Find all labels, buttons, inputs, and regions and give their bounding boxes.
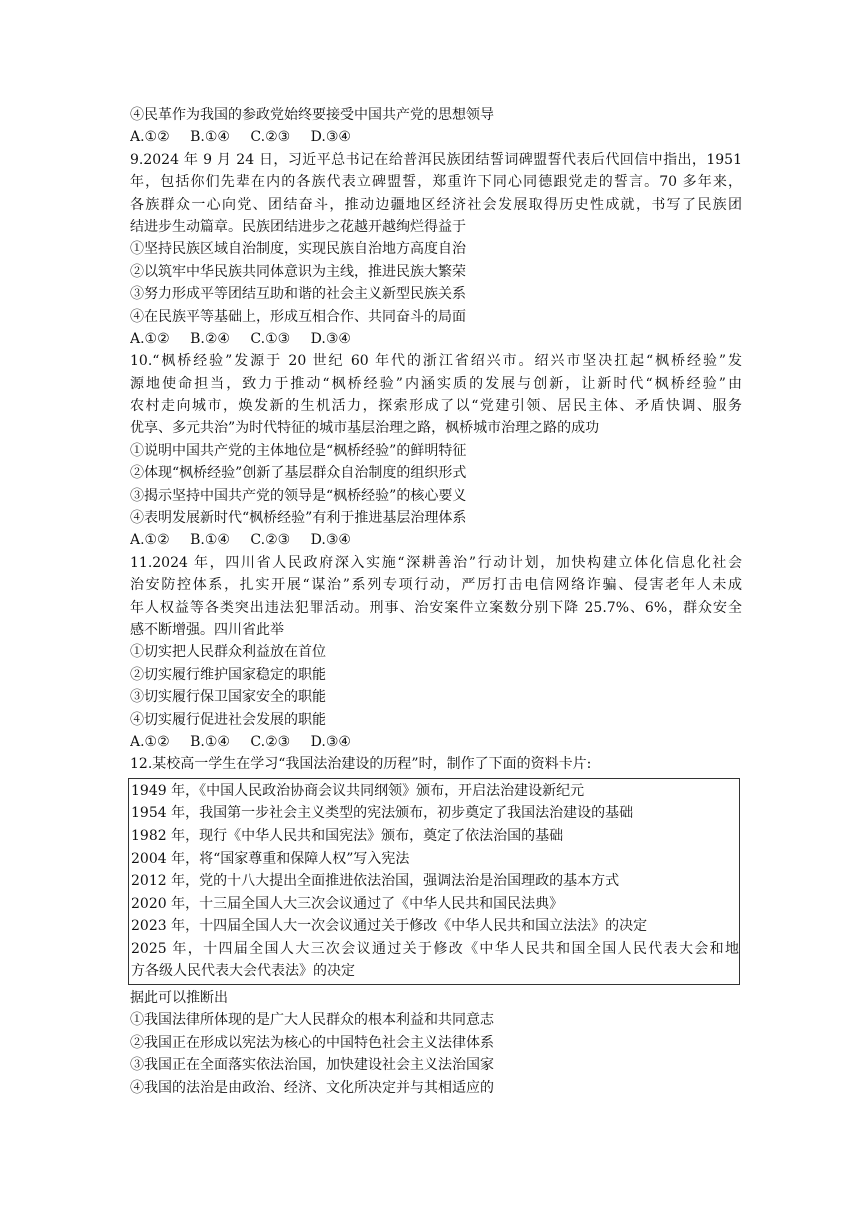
q10-option-d: D.③④ — [310, 532, 351, 549]
card-entry: 1949 年，《中国人民政治协商会议共同纲领》颁布，开启法治建设新纪元 — [131, 782, 585, 799]
q8-statement-4: ④民革作为我国的参政党始终要接受中国共产党的思想领导 — [130, 107, 494, 123]
q12-statement: ③我国正在全面落实依法治国，加快建设社会主义法治国家 — [130, 1057, 494, 1074]
q8-option-d: D.③④ — [310, 129, 351, 146]
q10-option-b: B.①④ — [190, 532, 230, 549]
q9-statement: ②以筑牢中华民族共同体意识为主线，推进民族大繁荣 — [130, 263, 466, 280]
q10-statement: ①说明中国共产党的主体地位是“枫桥经验”的鲜明特征 — [130, 442, 467, 459]
q10-stem-line: 农村走向城市，焕发新的生机活力，探索形成了以“党建引领、居民主体、矛盾快调、服务 — [130, 398, 742, 415]
q8-options — [130, 126, 742, 148]
card-entry: 方各级人民代表大会代表法》的决定 — [131, 963, 355, 980]
q11-option-c: C.②③ — [250, 733, 291, 750]
q10-statement: ④表明发展新时代“枫桥经验”有利于推进基层治理体系 — [130, 510, 467, 527]
q12-statement: ④我国的法治是由政治、经济、文化所决定并与其相适应的 — [130, 1079, 494, 1096]
q9-statement: ④在民族平等基础上，形成互相合作、共同奋斗的局面 — [130, 308, 466, 325]
q11-stem-line: 年人权益等各类突出违法犯罪活动。刑事、治安案件立案数分别下降 25.7%、6%，群众安全 — [130, 599, 742, 616]
q10-stem-line: 优享、多元共治”为时代特征的城市基层治理之路，枫桥城市治理之路的成功 — [130, 420, 600, 437]
q11-statement: ④切实履行促进社会发展的职能 — [130, 711, 326, 728]
q9-statement: ③努力形成平等团结互助和谐的社会主义新型民族关系 — [130, 286, 466, 303]
q12-intro: 12.某校高一学生在学习“我国法治建设的历程”时，制作了下面的资料卡片: — [130, 756, 592, 773]
q10-option-a: A.①② — [130, 532, 170, 549]
question-12 — [130, 753, 742, 1099]
q9-option-c: C.①③ — [250, 330, 291, 347]
q11-option-b: B.①④ — [190, 733, 230, 750]
q11-options — [130, 731, 742, 753]
q10-options — [130, 529, 742, 551]
card-entry: 2025 年，十四届全国人大三次会议通过关于修改《中华人民共和国全国人民代表大会和地 — [131, 940, 739, 957]
q9-stem-line: 结进步生动篇章。民族团结进步之花越开越绚烂得益于 — [130, 218, 466, 235]
q10-option-c: C.②③ — [250, 532, 291, 549]
q11-stem-line: 感不断增强。四川省此举 — [130, 621, 284, 638]
card-entry: 2020 年，十三届全国人大三次会议通过了《中华人民共和国民法典》 — [131, 895, 564, 912]
q12-info-card — [128, 778, 740, 985]
card-entry: 2012 年，党的十八大提出全面推进依法治国，强调法治是治国理政的基本方式 — [131, 873, 620, 890]
q11-stem-line: 治安防控体系，扎实开展“谋治”系列专项行动，严厉打击电信网络诈骗、侵害老年人未成 — [130, 577, 742, 594]
q10-statement: ②体现“枫桥经验”创新了基层群众自治制度的组织形式 — [130, 465, 467, 482]
q12-lead: 据此可以推断出 — [130, 990, 228, 1007]
q11-option-d: D.③④ — [310, 733, 351, 750]
q10-stem-line: 源地使命担当，致力于推动“枫桥经验”内涵实质的发展与创新，让新时代“枫桥经验”由 — [130, 375, 742, 392]
card-entry: 2023 年，十四届全国人大一次会议通过关于修改《中华人民共和国立法法》的决定 — [131, 918, 648, 935]
q11-statement: ①切实把人民群众利益放在首位 — [130, 644, 326, 661]
q10-stem-line: 10.“枫桥经验”发源于 20 世纪 60 年代的浙江省绍兴市。绍兴市坚决扛起“枫桥经验”发 — [130, 353, 742, 370]
card-entry: 2004 年，将“国家尊重和保障人权”写入宪法 — [131, 850, 410, 867]
question-9 — [130, 149, 742, 351]
q11-stem-line: 11.2024 年，四川省人民政府深入实施“深耕善治”行动计划，加快构建立体化信息化社会 — [130, 554, 742, 571]
q11-option-a: A.①② — [130, 733, 170, 750]
q9-option-b: B.②④ — [190, 330, 230, 347]
card-entry: 1982 年，现行《中华人民共和国宪法》颁布，奠定了依法治国的基础 — [131, 827, 564, 844]
q10-statement: ③揭示坚持中国共产党的领导是“枫桥经验”的核心要义 — [130, 487, 467, 504]
q12-statement: ②我国正在形成以宪法为核心的中国特色社会主义法律体系 — [130, 1034, 494, 1051]
q9-options — [130, 328, 742, 350]
card-entry: 1954 年，我国第一步社会主义类型的宪法颁布，初步奠定了我国法治建设的基础 — [131, 805, 634, 822]
exam-page — [130, 104, 742, 1099]
q8-option-c: C.②③ — [250, 129, 291, 146]
q9-stem-line: 9.2024 年 9 月 24 日，习近平总书记在给普洱民族团结誓词碑盟誓代表后代回信中指出，1951 — [130, 151, 742, 168]
question-11 — [130, 552, 742, 754]
q8-option-b: B.①④ — [190, 129, 230, 146]
q8-option-a: A.①② — [130, 129, 170, 146]
q9-option-a: A.①② — [130, 330, 170, 347]
q9-stem-line: 年，包括你们先辈在内的各族代表立碑盟誓，郑重许下同心同德跟党走的誓言。70 多年来， — [130, 174, 742, 191]
q9-option-d: D.③④ — [310, 330, 351, 347]
q11-statement: ③切实履行保卫国家安全的职能 — [130, 689, 326, 706]
q9-stem-line: 各族群众一心向党、团结奋斗，推动边疆地区经济社会发展取得历史性成就，书写了民族团 — [130, 196, 742, 213]
q11-statement: ②切实履行维护国家稳定的职能 — [130, 666, 326, 683]
q12-statement: ①我国法律所体现的是广大人民群众的根本利益和共同意志 — [130, 1012, 494, 1029]
q9-statement: ①坚持民族区域自治制度，实现民族自治地方高度自治 — [130, 241, 466, 258]
question-10 — [130, 350, 742, 552]
